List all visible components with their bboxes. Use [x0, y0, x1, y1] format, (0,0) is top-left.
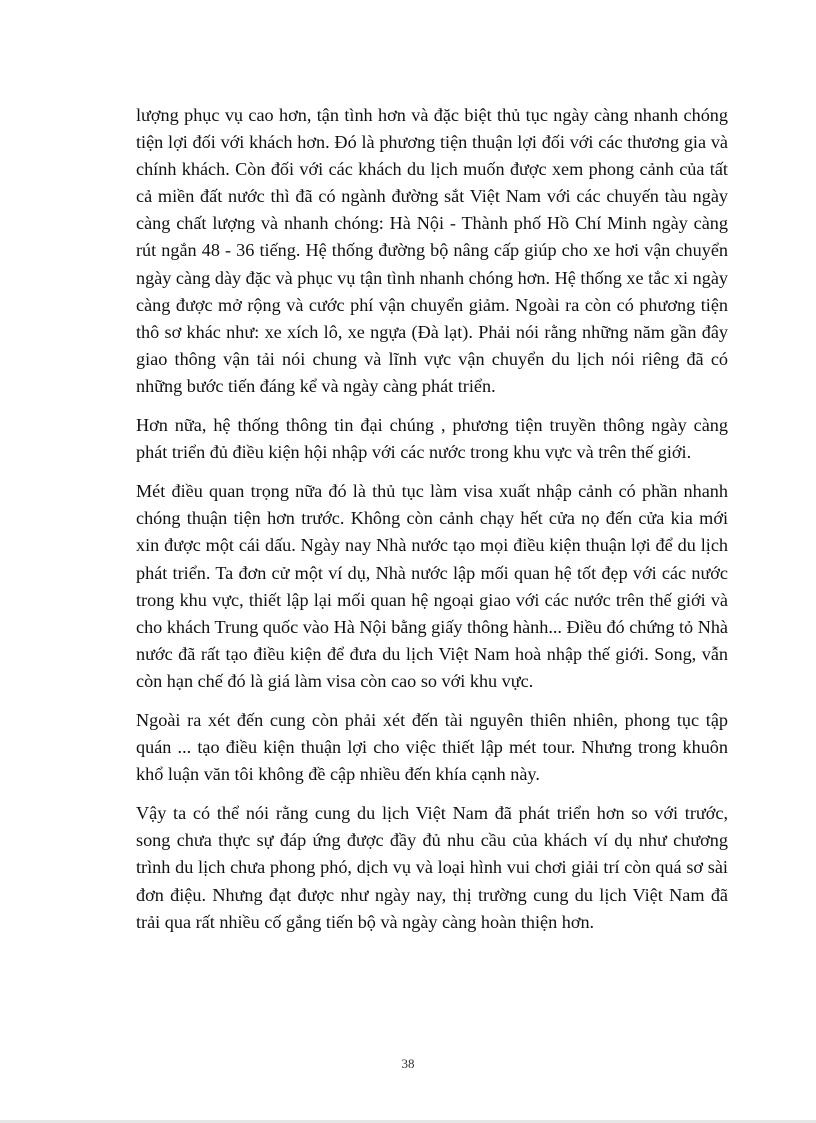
paragraph-visa: Mét điều quan trọng nữa đó là thủ tục làm visa xuất nhập cảnh có phần nhanh chóng thuận tiện hơn trước. Không còn cảnh chạy hết cửa nọ đến cửa kia mới xin được một cái dấu. Ngày nay Nhà nước tạo mọi điều kiện thuận lợi để du lịch phát triển. Ta đơn cử một ví dụ, Nhà nước lập mối quan hệ tốt đẹp với các nước trong khu vực, thiết lập lại mối quan hệ ngoại giao với các nước trên thế giới và cho khách Trung quốc vào Hà Nội bằng giấy thông hành... Điều đó chứng tỏ Nhà nước đã rất tạo điều kiện để đưa du lịch Việt Nam hoà nhập thế giới. Song, vẫn còn hạn chế đó là giá làm visa còn cao so với khu vực. [136, 481, 728, 691]
paragraph-conclusion: Vậy ta có thể nói rằng cung du lịch Việt Nam đã phát triển hơn so với trước, song chưa thực sự đáp ứng được đầy đủ nhu cầu của khách ví dụ như chương trình du lịch chưa phong phó, dịch vụ và loại hình vui chơi giải trí còn quá sơ sài đơn điệu. Nhưng đạt được như ngày nay, thị trường cung du lịch Việt Nam đã trải qua rất nhiều cố gắng tiến bộ và ngày càng hoàn thiện hơn. [136, 803, 728, 932]
document-page [136, 102, 728, 948]
paragraph-transport: lượng phục vụ cao hơn, tận tình hơn và đặc biệt thủ tục ngày càng nhanh chóng tiện lợi đối với khách hơn. Đó là phương tiện thuận lợi đối với các thương gia và chính khách. Còn đối với các khách du lịch muốn được xem phong cảnh của tất cả miền đất nước thì đã có ngành đường sắt Việt Nam với các chuyến tàu ngày càng chất lượng và nhanh chóng: Hà Nội - Thành phố Hồ Chí Minh ngày càng rút ngắn 48 - 36 tiếng. Hệ thống đường bộ nâng cấp giúp cho xe hơi vận chuyển ngày càng dày đặc và phục vụ tận tình nhanh chóng hơn. Hệ thống xe tắc xi ngày càng được mở rộng và cước phí vận chuyển giảm. Ngoài ra còn có phương tiện thô sơ khác như: xe xích lô, xe ngựa (Đà lạt). Phải nói rằng những năm gần đây giao thông vận tải nói chung và lĩnh vực vận chuyển du lịch nói riêng đã có những bước tiến đáng kể và ngày càng phát triển. [136, 105, 728, 396]
paragraph-natural-resources: Ngoài ra xét đến cung còn phải xét đến tài nguyên thiên nhiên, phong tục tập quán ... tạo điều kiện thuận lợi cho việc thiết lập mét tour. Nhưng trong khuôn khổ luận văn tôi không đề cập nhiều đến khía cạnh này. [136, 709, 728, 785]
paragraph-mass-media: Hơn nữa, hệ thống thông tin đại chúng , phương tiện truyền thông ngày càng phát triển đủ điều kiện hội nhập với các nước trong khu vực và trên thế giới. [136, 415, 728, 463]
page-number: 38 [401, 1056, 415, 1071]
